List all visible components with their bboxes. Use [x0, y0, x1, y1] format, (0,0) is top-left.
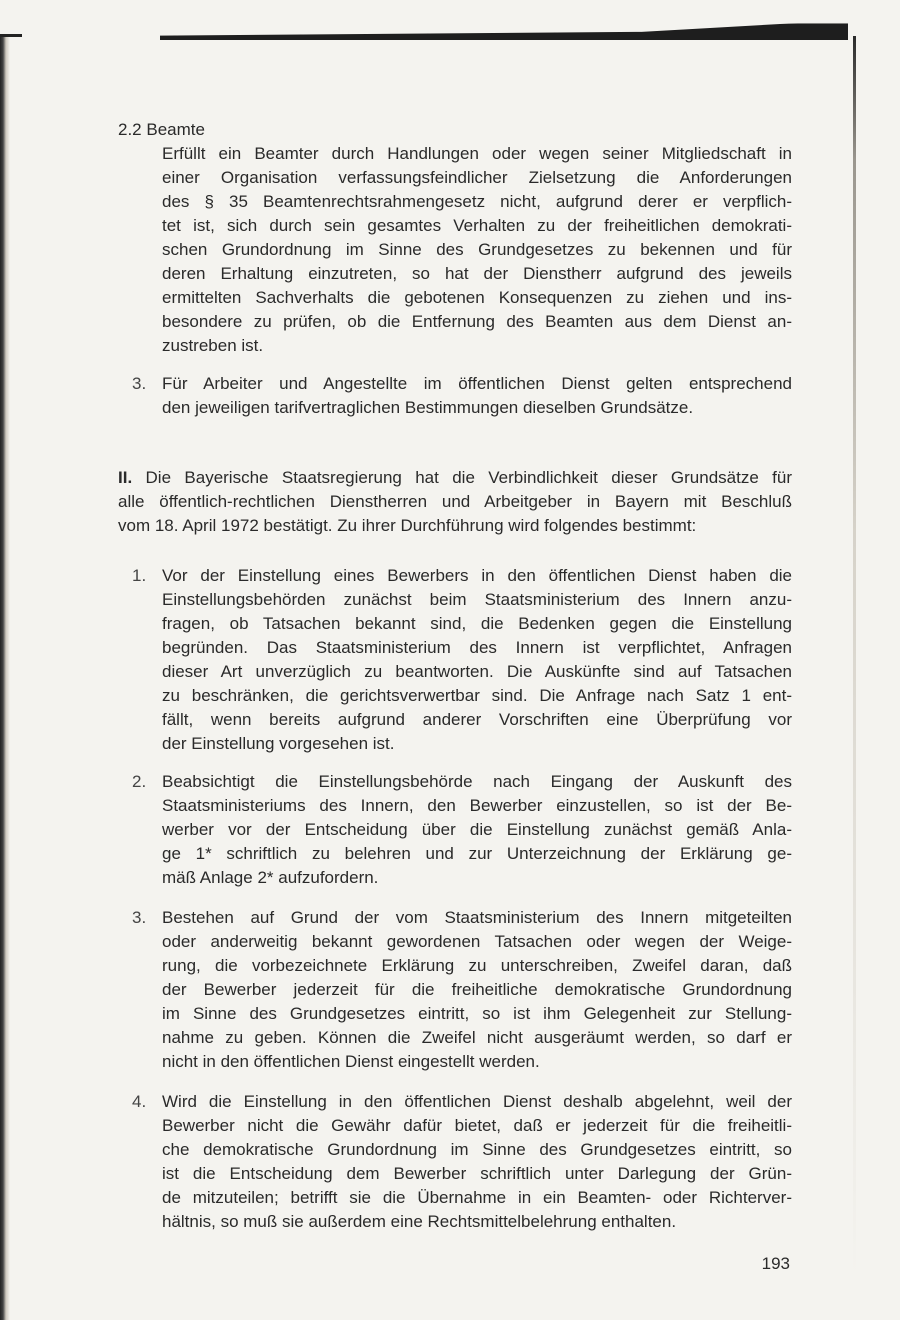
text-line: Für Arbeiter und Angestellte im öffentlichen Dienst gelten entsprechend: [162, 374, 792, 393]
text-line: dieser Art unverzüglich zu beantworten. Die Auskünfte sind auf Tatsachen: [162, 662, 792, 681]
text-line: den jeweiligen tarifvertraglichen Bestimmungen dieselben Grundsätze.: [162, 398, 694, 417]
text-line: che demokratische Grundordnung im Sinne des Grundgesetzes eintritt, so: [162, 1140, 792, 1159]
item-1-body: [162, 564, 792, 756]
item-number: 3.: [132, 908, 147, 927]
text-line: tet ist, sich durch sein gesamtes Verhalten zu der freiheitlichen demokrati-: [162, 216, 792, 235]
text-line: der Einstellung vorgesehen ist.: [162, 734, 395, 753]
text-line-content: Die Bayerische Staatsregierung hat die Verbindlichkeit dieser Grundsätze für: [145, 468, 792, 487]
item-number: 4.: [132, 1092, 147, 1111]
text-line: Bestehen auf Grund der vom Staatsministerium des Innern mitgeteilten: [162, 908, 792, 927]
section-heading-2-2: 2.2 Beamte: [118, 120, 205, 139]
text-line: im Sinne des Grundgesetzes eintritt, so ist ihm Gelegenheit zur Stellung-: [162, 1004, 792, 1023]
text-line: Staatsministeriums des Innern, den Bewerber einzustellen, so ist der Be-: [162, 796, 792, 815]
item-number: 2.: [132, 772, 147, 791]
page-number: 193: [761, 1254, 790, 1273]
page-corner-mark: [0, 34, 22, 37]
text-line: Erfüllt ein Beamter durch Handlungen oder wegen seiner Mitgliedschaft in: [162, 144, 792, 163]
text-line: hältnis, so muß sie außerdem eine Rechtsmittelbelehrung enthalten.: [162, 1212, 677, 1231]
text-line: zu beschränken, die gerichtsverwertbar sind. Die Anfrage nach Satz 1 ent-: [162, 686, 792, 705]
text-line: des § 35 Beamtenrechtsrahmengesetz nicht, aufgrund derer er verpflich-: [162, 192, 792, 211]
text-line: rung, die vorbezeichnete Erklärung zu unterschreiben, Zweifel daran, daß: [162, 956, 792, 975]
item-3b-body: [162, 906, 792, 1074]
text-line: vom 18. April 1972 bestätigt. Zu ihrer Durchführung wird folgendes bestimmt:: [118, 516, 697, 535]
text-line: oder anderweitig bekannt gewordenen Tatsachen oder wegen der Weige-: [162, 932, 792, 951]
text-line: ermittelten Sachverhalts die gebotenen Konsequenzen zu ziehen und ins-: [162, 288, 792, 307]
section-II-body: [118, 466, 792, 538]
section-numeral: II.: [118, 468, 133, 487]
item-2-body: [162, 770, 792, 890]
text-line: deren Erhaltung einzutreten, so hat der Dienstherr aufgrund des jeweils: [162, 264, 792, 283]
section-2-2-body: [162, 142, 792, 358]
text-line: de mitzuteilen; betrifft sie die Übernahme in ein Beamten- oder Richterver-: [162, 1188, 792, 1207]
item-number: 3.: [132, 374, 147, 393]
text-line: der Bewerber jederzeit für die freiheitliche demokratische Grundordnung: [162, 980, 792, 999]
item-3-body: [162, 372, 792, 420]
text-line: alle öffentlich-rechtlichen Dienstherren und Arbeitgeber in Bayern mit Beschluß: [118, 492, 792, 511]
top-rule: [160, 16, 848, 40]
text-line: Wird die Einstellung in den öffentlichen Dienst deshalb abgelehnt, weil der: [162, 1092, 792, 1111]
text-line: werber vor der Entscheidung über die Einstellung zunächst gemäß Anla-: [162, 820, 792, 839]
item-4-body: [162, 1090, 792, 1234]
text-line: ge 1* schriftlich zu belehren und zur Unterzeichnung der Erklärung ge-: [162, 844, 792, 863]
text-line: besondere zu prüfen, ob die Entfernung des Beamten aus dem Dienst an-: [162, 312, 792, 331]
text-line: fällt, wenn bereits aufgrund anderer Vorschriften eine Überprüfung vor: [162, 710, 792, 729]
text-line: begründen. Das Staatsministerium des Innern ist verpflichtet, Anfragen: [162, 638, 792, 657]
text-line: [118, 466, 792, 490]
page-left-edge: [0, 36, 10, 1320]
text-line: nahme zu geben. Können die Zweifel nicht ausgeräumt werden, so darf er: [162, 1028, 792, 1047]
text-line: Einstellungsbehörden zunächst beim Staatsministerium des Innern anzu-: [162, 590, 792, 609]
text-line: Vor der Einstellung eines Bewerbers in den öffentlichen Dienst haben die: [162, 566, 792, 585]
text-line: mäß Anlage 2* aufzufordern.: [162, 868, 379, 887]
page-right-edge: [853, 36, 856, 1276]
item-number: 1.: [132, 566, 147, 585]
text-line: schen Grundordnung im Sinne des Grundgesetzes zu bekennen und für: [162, 240, 792, 259]
text-line: fragen, ob Tatsachen bekannt sind, die Bedenken gegen die Einstellung: [162, 614, 792, 633]
text-line: zustreben ist.: [162, 336, 264, 355]
text-line: einer Organisation verfassungsfeindlicher Zielsetzung die Anforderungen: [162, 168, 792, 187]
text-line: ist die Entscheidung dem Bewerber schriftlich unter Darlegung der Grün-: [162, 1164, 792, 1183]
text-line: Bewerber nicht die Gewähr dafür bietet, daß er jederzeit für die freiheitli-: [162, 1116, 792, 1135]
text-line: nicht in den öffentlichen Dienst eingestellt werden.: [162, 1052, 540, 1071]
text-line: Beabsichtigt die Einstellungsbehörde nach Eingang der Auskunft des: [162, 772, 792, 791]
